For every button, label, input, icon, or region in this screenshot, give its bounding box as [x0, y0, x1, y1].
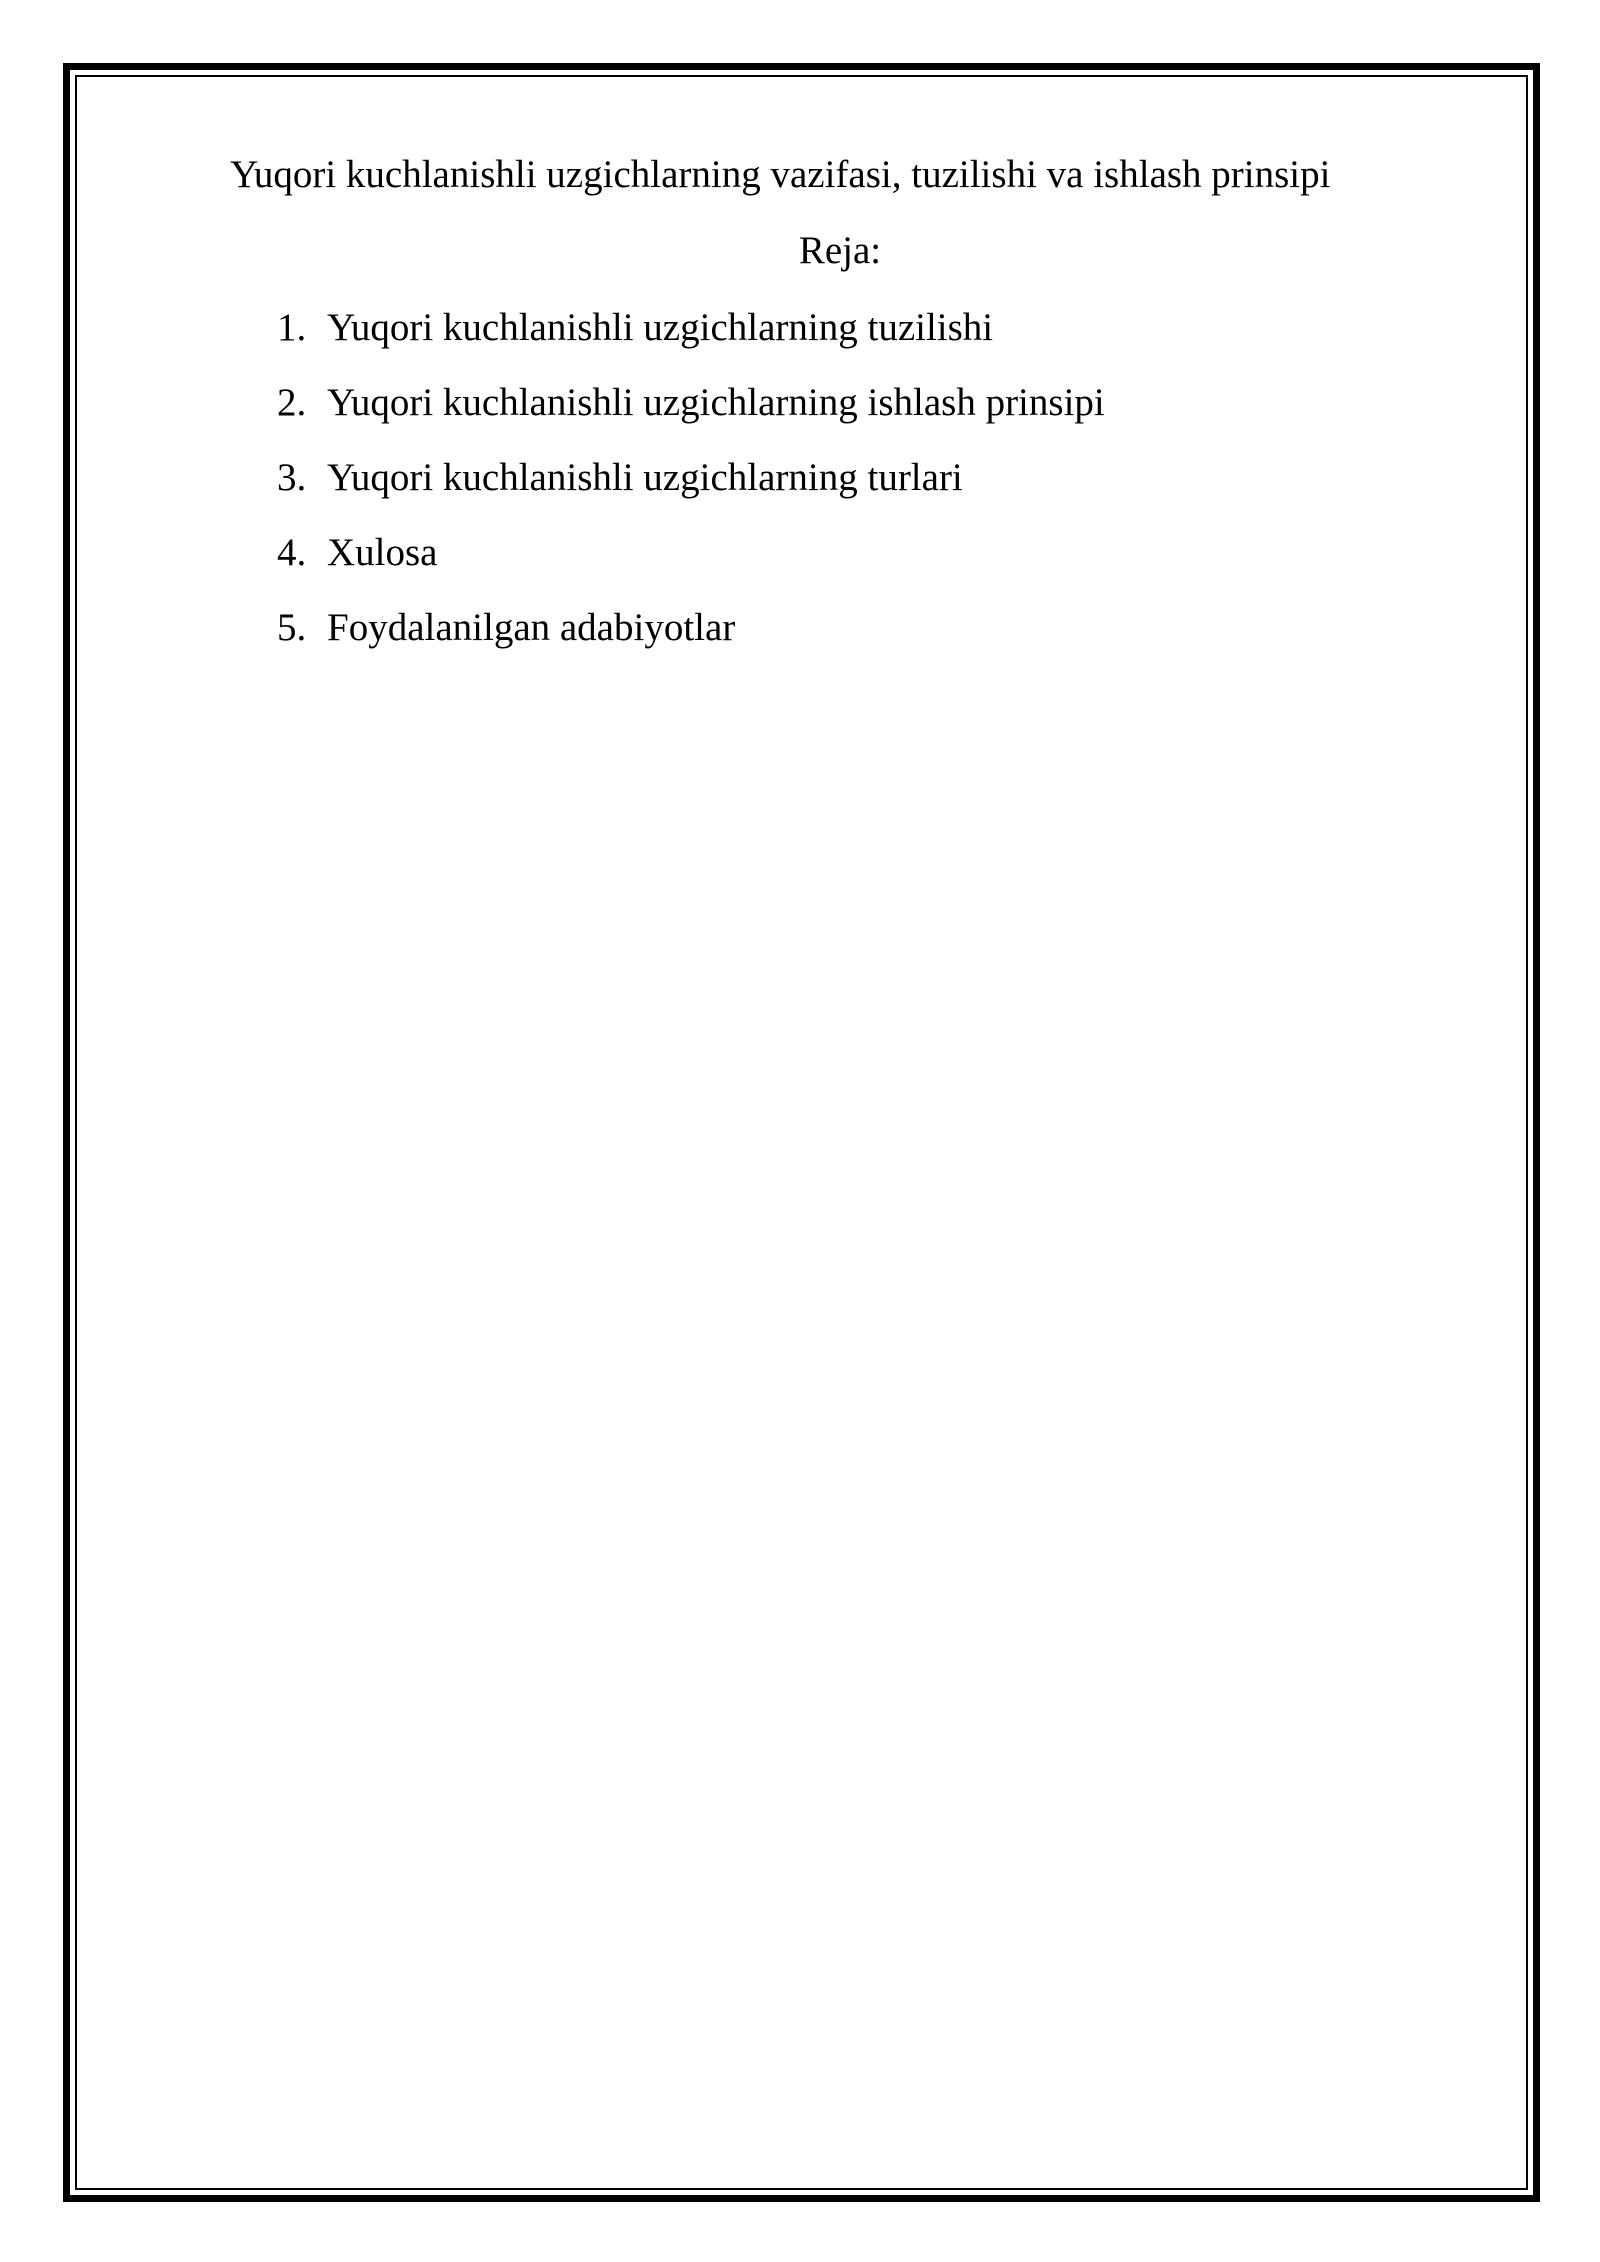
- plan-item-number: 5.: [277, 606, 307, 649]
- plan-item-number: 3.: [277, 456, 307, 499]
- plan-item-text: Yuqori kuchlanishli uzgichlarning ishlash prinsipi: [327, 381, 1105, 424]
- plan-item: [277, 454, 1105, 529]
- plan-item: [277, 379, 1105, 454]
- plan-item-text: Xulosa: [327, 531, 438, 574]
- plan-item-number: 4.: [277, 531, 307, 574]
- plan-item-text: Foydalanilgan adabiyotlar: [327, 606, 736, 649]
- plan-item: [277, 604, 1105, 679]
- plan-item: [277, 304, 1105, 379]
- plan-item-number: 1.: [277, 306, 307, 349]
- plan-item-number: 2.: [277, 381, 307, 424]
- plan-item: [277, 529, 1105, 604]
- plan-item-text: Yuqori kuchlanishli uzgichlarning tuzilishi: [327, 306, 994, 349]
- plan-item-text: Yuqori kuchlanishli uzgichlarning turlari: [327, 456, 963, 499]
- document-title: Yuqori kuchlanishli uzgichlarning vazifasi, tuzilishi va ishlash prinsipi: [230, 153, 1331, 196]
- plan-heading: Reja:: [798, 229, 882, 272]
- plan-list: [277, 304, 1105, 679]
